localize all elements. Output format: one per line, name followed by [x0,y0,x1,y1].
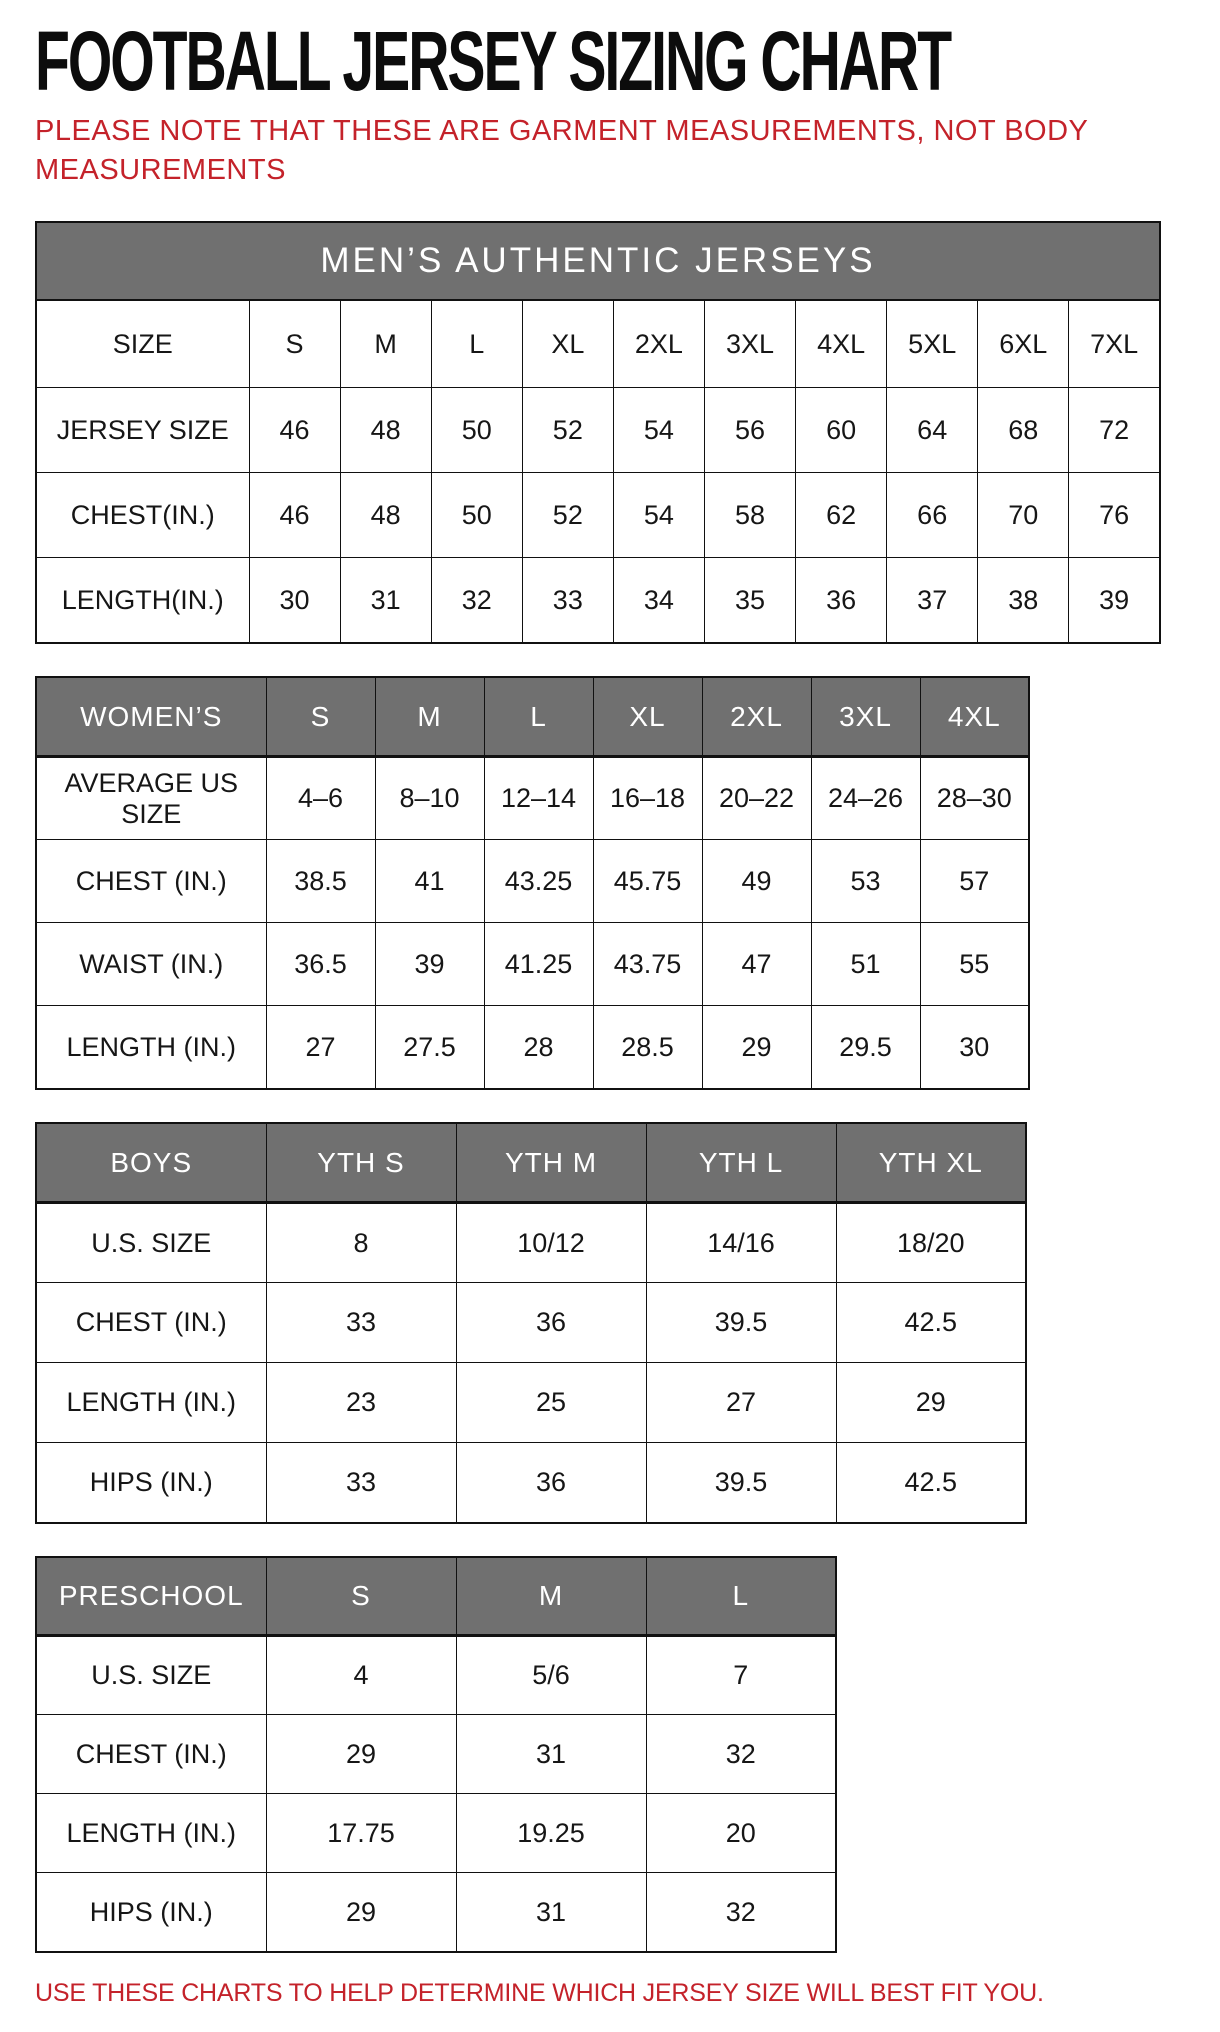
header-cell: XL [522,300,613,388]
header-cell: S [266,677,375,757]
data-cell: 48 [340,473,431,558]
data-cell: 55 [920,923,1029,1006]
boys-table-title-cell: BOYS [36,1123,266,1203]
row-label: CHEST (IN.) [36,1715,266,1794]
row-label: U.S. SIZE [36,1203,266,1283]
data-cell: 36 [796,558,887,643]
data-cell: 24–26 [811,757,920,840]
data-cell: 53 [811,840,920,923]
row-label: CHEST (IN.) [36,1283,266,1363]
header-cell: S [249,300,340,388]
data-cell: 28 [484,1006,593,1089]
data-cell: 30 [920,1006,1029,1089]
row-label: U.S. SIZE [36,1636,266,1715]
data-cell: 42.5 [836,1443,1026,1523]
data-cell: 29 [836,1363,1026,1443]
data-cell: 31 [340,558,431,643]
data-cell: 62 [796,473,887,558]
mens-table-row [36,473,1160,558]
data-cell: 58 [704,473,795,558]
data-cell: 60 [796,388,887,473]
womens-table-row [36,1006,1029,1089]
preschool-table-row [36,1636,836,1715]
data-cell: 70 [978,473,1069,558]
row-label: AVERAGE US SIZE [36,757,266,840]
preschool-table-row [36,1715,836,1794]
boys-table-row [36,1363,1026,1443]
data-cell: 19.25 [456,1794,646,1873]
header-cell: 4XL [920,677,1029,757]
data-cell: 36.5 [266,923,375,1006]
row-label: HIPS (IN.) [36,1873,266,1952]
page-title [35,14,1185,108]
row-label: LENGTH (IN.) [36,1006,266,1089]
data-cell: 66 [887,473,978,558]
preschool-header-row [36,1557,836,1636]
data-cell: 76 [1069,473,1160,558]
data-cell: 41 [375,840,484,923]
header-cell: L [646,1557,836,1636]
row-label: LENGTH (IN.) [36,1794,266,1873]
data-cell: 17.75 [266,1794,456,1873]
data-cell: 32 [646,1873,836,1952]
data-cell: 45.75 [593,840,702,923]
header-cell: M [375,677,484,757]
boys-table-row [36,1203,1026,1283]
data-cell: 16–18 [593,757,702,840]
preschool-sizing-table [35,1556,837,1953]
data-cell: 27 [646,1363,836,1443]
data-cell: 64 [887,388,978,473]
data-cell: 56 [704,388,795,473]
data-cell: 20–22 [702,757,811,840]
garment-measurements-note: PLEASE NOTE THAT THESE ARE GARMENT MEASUREMENTS, NOT BODY MEASUREMENTS [35,115,1088,186]
data-cell: 23 [266,1363,456,1443]
data-cell: 43.25 [484,840,593,923]
data-cell: 35 [704,558,795,643]
data-cell: 8 [266,1203,456,1283]
data-cell: 4–6 [266,757,375,840]
data-cell: 10/12 [456,1203,646,1283]
data-cell: 39 [375,923,484,1006]
data-cell: 48 [340,388,431,473]
data-cell: 52 [522,473,613,558]
data-cell: 32 [431,558,522,643]
data-cell: 8–10 [375,757,484,840]
mens-banner-row [36,222,1160,300]
data-cell: 36 [456,1283,646,1363]
data-cell: 28.5 [593,1006,702,1089]
header-cell: 3XL [811,677,920,757]
data-cell: 42.5 [836,1283,1026,1363]
header-cell: S [266,1557,456,1636]
data-cell: 54 [613,473,704,558]
data-cell: 30 [249,558,340,643]
womens-header-row [36,677,1029,757]
boys-table-row [36,1283,1026,1363]
data-cell: 27 [266,1006,375,1089]
mens-authentic-jerseys-table [35,221,1161,644]
data-cell: 39.5 [646,1283,836,1363]
data-cell: 33 [266,1283,456,1363]
mens-table-row [36,388,1160,473]
header-cell: YTH XL [836,1123,1026,1203]
womens-sizing-table [35,676,1030,1090]
header-cell: 5XL [887,300,978,388]
data-cell: 18/20 [836,1203,1026,1283]
data-cell: 39.5 [646,1443,836,1523]
data-cell: 39 [1069,558,1160,643]
data-cell: 31 [456,1873,646,1952]
data-cell: 46 [249,473,340,558]
data-cell: 38.5 [266,840,375,923]
data-cell: 36 [456,1443,646,1523]
header-cell: L [484,677,593,757]
data-cell: 52 [522,388,613,473]
womens-table-title-cell: WOMEN’S [36,677,266,757]
header-cell: 3XL [704,300,795,388]
data-cell: 33 [522,558,613,643]
data-cell: 49 [702,840,811,923]
row-label: CHEST (IN.) [36,840,266,923]
data-cell: 38 [978,558,1069,643]
row-label: LENGTH(IN.) [36,558,249,643]
header-cell: M [456,1557,646,1636]
header-cell: YTH M [456,1123,646,1203]
header-cell: 6XL [978,300,1069,388]
data-cell: 72 [1069,388,1160,473]
footer-note: USE THESE CHARTS TO HELP DETERMINE WHICH JERSEY SIZE WILL BEST FIT YOU. [35,1978,1044,2007]
data-cell: 51 [811,923,920,1006]
data-cell: 46 [249,388,340,473]
header-cell: 2XL [702,677,811,757]
boys-table-row [36,1443,1026,1523]
data-cell: 43.75 [593,923,702,1006]
row-label: HIPS (IN.) [36,1443,266,1523]
data-cell: 29 [266,1715,456,1794]
data-cell: 32 [646,1715,836,1794]
data-cell: 41.25 [484,923,593,1006]
header-cell: XL [593,677,702,757]
mens-table-row [36,558,1160,643]
womens-table-row [36,840,1029,923]
page-title-text: FOOTBALL JERSEY SIZING CHART [35,14,951,108]
data-cell: 29.5 [811,1006,920,1089]
mens-header-row [36,300,1160,388]
data-cell: 14/16 [646,1203,836,1283]
data-cell: 4 [266,1636,456,1715]
data-cell: 50 [431,473,522,558]
boys-header-row [36,1123,1026,1203]
mens-banner: MEN’S AUTHENTIC JERSEYS [36,222,1160,300]
data-cell: 37 [887,558,978,643]
mens-table-title-cell: SIZE [36,300,249,388]
header-cell: YTH S [266,1123,456,1203]
womens-table-row [36,923,1029,1006]
row-label: CHEST(IN.) [36,473,249,558]
header-cell: M [340,300,431,388]
data-cell: 28–30 [920,757,1029,840]
data-cell: 12–14 [484,757,593,840]
row-label: WAIST (IN.) [36,923,266,1006]
data-cell: 29 [266,1873,456,1952]
data-cell: 27.5 [375,1006,484,1089]
data-cell: 68 [978,388,1069,473]
data-cell: 29 [702,1006,811,1089]
data-cell: 33 [266,1443,456,1523]
header-cell: 2XL [613,300,704,388]
data-cell: 25 [456,1363,646,1443]
data-cell: 7 [646,1636,836,1715]
row-label: JERSEY SIZE [36,388,249,473]
data-cell: 57 [920,840,1029,923]
data-cell: 34 [613,558,704,643]
data-cell: 31 [456,1715,646,1794]
preschool-table-row [36,1794,836,1873]
preschool-table-row [36,1873,836,1952]
data-cell: 20 [646,1794,836,1873]
data-cell: 47 [702,923,811,1006]
header-cell: L [431,300,522,388]
header-cell: 4XL [796,300,887,388]
preschool-table-title-cell: PRESCHOOL [36,1557,266,1636]
row-label: LENGTH (IN.) [36,1363,266,1443]
data-cell: 50 [431,388,522,473]
data-cell: 54 [613,388,704,473]
header-cell: 7XL [1069,300,1160,388]
data-cell: 5/6 [456,1636,646,1715]
womens-table-row [36,757,1029,840]
boys-sizing-table [35,1122,1027,1524]
header-cell: YTH L [646,1123,836,1203]
